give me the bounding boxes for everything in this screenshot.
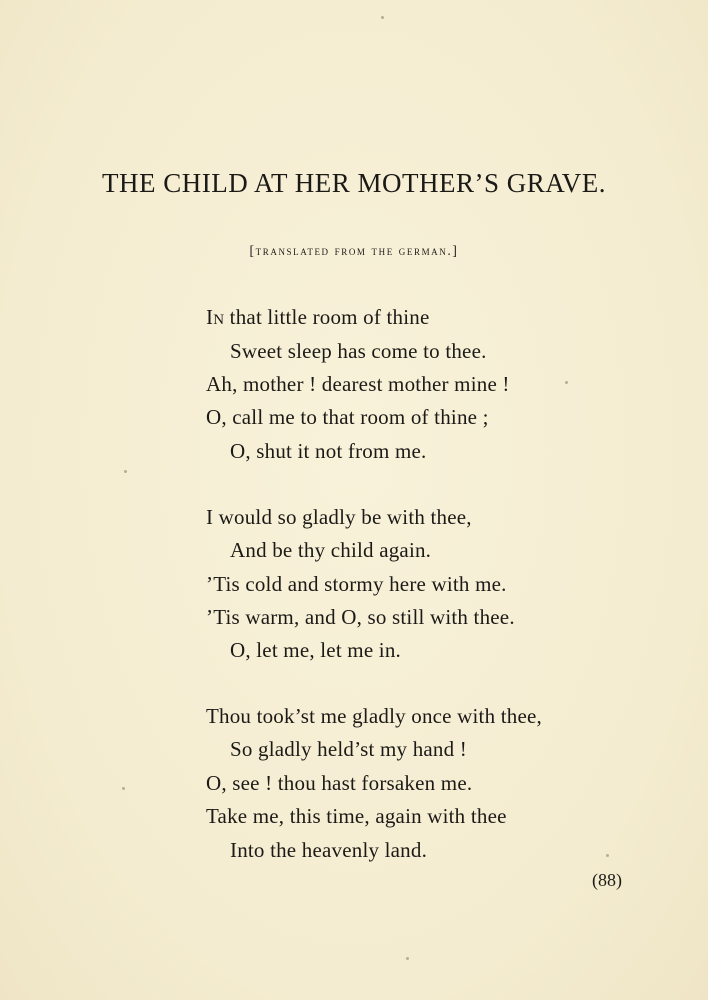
poem-line: O, call me to that room of thine ; [206, 405, 489, 429]
paper-speck [606, 854, 609, 857]
page-number: (88) [592, 870, 622, 890]
paper-speck [122, 787, 125, 790]
poem-line: O, let me, let me in. [230, 638, 401, 662]
paper-speck [124, 470, 127, 473]
paper-speck [565, 381, 568, 384]
poem-subtitle: [translated from the german.] [249, 243, 459, 258]
poem-line: O, shut it not from me. [230, 439, 427, 463]
paper-speck [406, 957, 409, 960]
poem-line: And be thy child again. [230, 538, 432, 562]
paper-speck [381, 16, 384, 19]
poem-line: Thou took’st me gladly once with thee, [206, 704, 542, 728]
line-rest: that little room of thine [224, 305, 430, 329]
poem-line: O, see ! thou hast forsaken me. [206, 771, 473, 795]
poem-line: ’Tis cold and stormy here with me. [206, 572, 507, 596]
poem-line: Into the heavenly land. [230, 838, 428, 862]
poem-line: ’Tis warm, and O, so still with thee. [206, 605, 515, 629]
poem-line: So gladly held’st my hand ! [230, 737, 467, 761]
poem-line: Ah, mother ! dearest mother mine ! [206, 372, 510, 396]
poem-title: THE CHILD AT HER MOTHER’S GRAVE. [101, 168, 607, 198]
poem-line: Take me, this time, again with thee [206, 804, 507, 828]
drop-word: In [206, 305, 225, 329]
poem-line [206, 305, 429, 330]
poem-line: Sweet sleep has come to thee. [230, 339, 487, 363]
poem-line: I would so gladly be with thee, [206, 505, 472, 529]
